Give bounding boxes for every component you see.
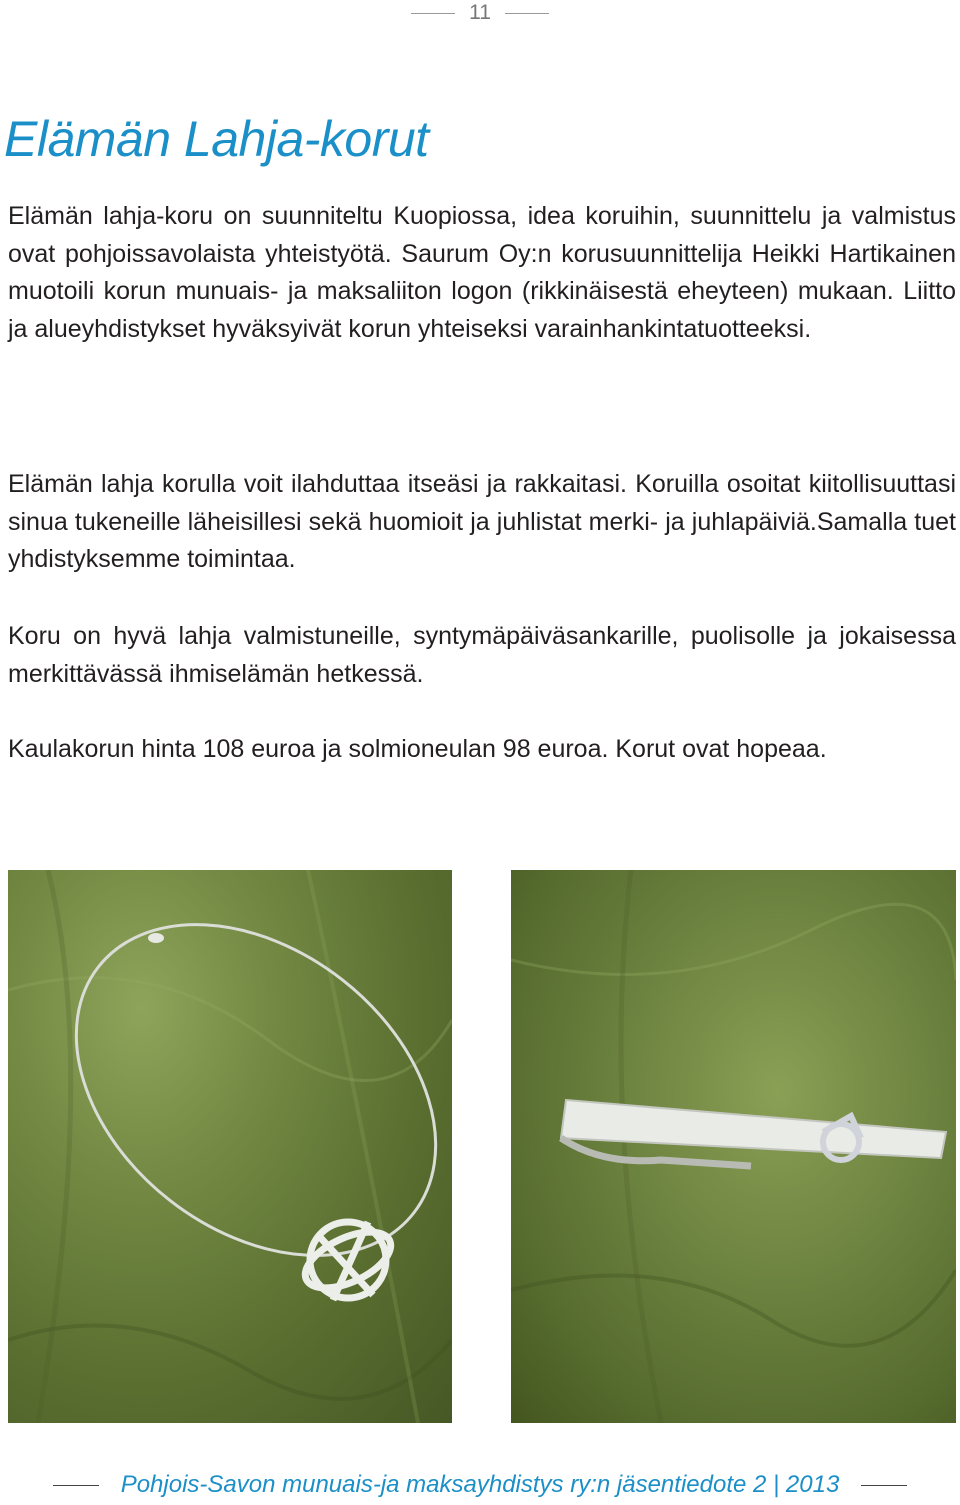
- paragraph-intro: Elämän lahja-koru on suunniteltu Kuopiossa, idea koruihin, suunnittelu ja valmistus ovat pohjoissavolaista yhteistyötä. Saurum Oy:n korusuunnittelija Heikki Hartikainen muotoili korun munuais- ja maksaliiton logon (rikkinäisestä eheyteen) mukaan. Liitto ja alueyhdistykset hyväksyivät korun yhteiseksi varainhankintatuotteeksi.: [8, 202, 956, 343]
- page-number-header: [0, 0, 960, 26]
- footer-text: Pohjois-Savon munuais-ja maksayhdistys ry:n jäsentiedote 2 | 2013: [120, 1471, 840, 1498]
- header-rule-right: [505, 13, 549, 14]
- tie-clip-photo: [511, 870, 956, 1423]
- footer-rule-left: [53, 1485, 99, 1486]
- paragraph-occasions: Koru on hyvä lahja valmistuneille, syntymäpäiväsankarille, puolisolle ja jokaisessa merkittävässä ihmiselämän hetkessä.: [8, 622, 956, 688]
- tie-clip-illustration: [511, 870, 956, 1423]
- footer: [0, 1468, 960, 1502]
- page-title: Elämän Lahja-korut: [4, 111, 429, 167]
- page-number: 11: [469, 1, 491, 24]
- footer-rule-right: [861, 1485, 907, 1486]
- paragraph-price: Kaulakorun hinta 108 euroa ja solmioneulan 98 euroa. Korut ovat hopeaa.: [8, 735, 827, 763]
- necklace-illustration: [8, 870, 452, 1423]
- header-rule-left: [411, 13, 455, 14]
- necklace-photo: [8, 870, 452, 1423]
- paragraph-gift: Elämän lahja korulla voit ilahduttaa itseäsi ja rakkaitasi. Koruilla osoitat kiitollisuuttasi sinua tukeneille läheisillesi sekä huomioit ja juhlistat merki- ja juhlapäiviä.Samalla tuet yhdistyksemme toimintaa.: [8, 470, 956, 573]
